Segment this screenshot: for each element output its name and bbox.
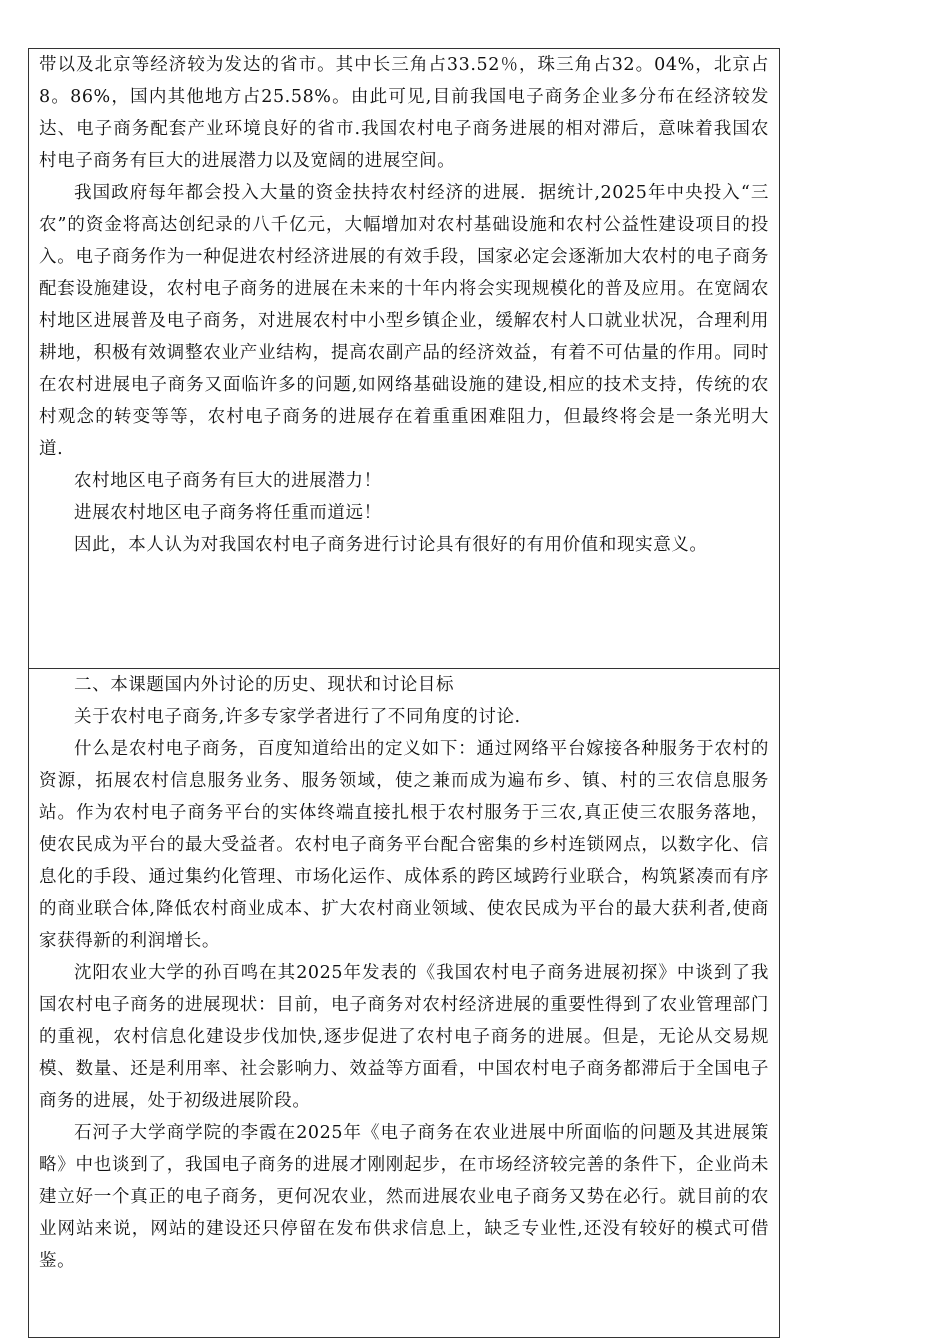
paragraph-li-xia: 石河子大学商学院的李霞在2025年《电子商务在农业进展中所面临的问题及其进展策略》中也谈到了，我国电子商务的进展才刚刚起步，在市场经济较完善的条件下，企业尚未建立好一个真正的电子商务，更何况农业，然而进展农业电子商务又势在必行。就目前的农业网站来说，网站的建设还只停留在发布供求信息上，缺乏专业性,还没有较好的模式可借鉴。 — [39, 1123, 769, 1271]
paragraph-potential: 农村地区电子商务有巨大的进展潜力！ — [74, 471, 382, 491]
paragraph-continuation: 带以及北京等经济较为发达的省市。其中长三角占33.52％，珠三角占32。04%，北京占8。86%，国内其他地方占25.58%。由此可见,目前我国电子商务企业多分布在经济较发达、电子商务配套产业环境良好的省市.我国农村电子商务进展的相对滞后，意味着我国农村电子商务有巨大的进展潜力以及宽阔的进展空间。 — [39, 55, 769, 171]
section-one-cell — [29, 49, 779, 669]
document-table — [28, 48, 780, 1338]
section-heading: 二、本课题国内外讨论的历史、现状和讨论目标 — [74, 675, 455, 695]
section-two-cell — [29, 669, 779, 1337]
paragraph-definition: 什么是农村电子商务，百度知道给出的定义如下：通过网络平台嫁接各种服务于农村的资源，拓展农村信息服务业务、服务领域，使之兼而成为遍布乡、镇、村的三农信息服务站。作为农村电子商务平台的实体终端直接扎根于农村服务于三农,真正使三农服务落地，使农民成为平台的最大受益者。农村电子商务平台配合密集的乡村连锁网点，以数字化、信息化的手段、通过集约化管理、市场化运作、成体系的跨区域跨行业联合，构筑紧凑而有序的商业联合体,降低农村商业成本、扩大农村商业领域、使农民成为平台的最大获利者,使商家获得新的利润增长。 — [39, 739, 769, 951]
paragraph-government-investment: 我国政府每年都会投入大量的资金扶持农村经济的进展．据统计,2025年中央投入“三农”的资金将高达创纪录的八千亿元，大幅增加对农村基础设施和农村公益性建设项目的投入。电子商务作为一种促进农村经济进展的有效手段，国家必定会逐渐加大农村的电子商务配套设施建设，农村电子商务的进展在未来的十年内将会实现规模化的普及应用。在宽阔农村地区进展普及电子商务，对进展农村中小型乡镇企业，缓解农村人口就业状况，合理利用耕地，积极有效调整农业产业结构，提高农副产品的经济效益，有着不可估量的作用。同时在农村进展电子商务又面临许多的问题,如网络基础设施的建设,相应的技术支持，传统的农村观念的转变等等，农村电子商务的进展存在着重重困难阻力，但最终将会是一条光明大道. — [39, 183, 769, 459]
paragraph-conclusion: 因此，本人认为对我国农村电子商务进行讨论具有很好的有用价值和现实意义。 — [74, 535, 708, 555]
paragraph-long-road: 进展农村地区电子商务将任重而道远！ — [74, 503, 382, 523]
paragraph-intro: 关于农村电子商务,许多专家学者进行了不同角度的讨论. — [74, 707, 521, 727]
paragraph-sun-baiming: 沈阳农业大学的孙百鸣在其2025年发表的《我国农村电子商务进展初探》中谈到了我国农村电子商务的进展现状：目前，电子商务对农村经济进展的重要性得到了农业管理部门的重视，农村信息化建设步伐加快,逐步促进了农村电子商务的进展。但是，无论从交易规模、数量、还是利用率、社会影响力、效益等方面看，中国农村电子商务都滞后于全国电子商务的进展，处于初级进展阶段。 — [39, 963, 769, 1111]
